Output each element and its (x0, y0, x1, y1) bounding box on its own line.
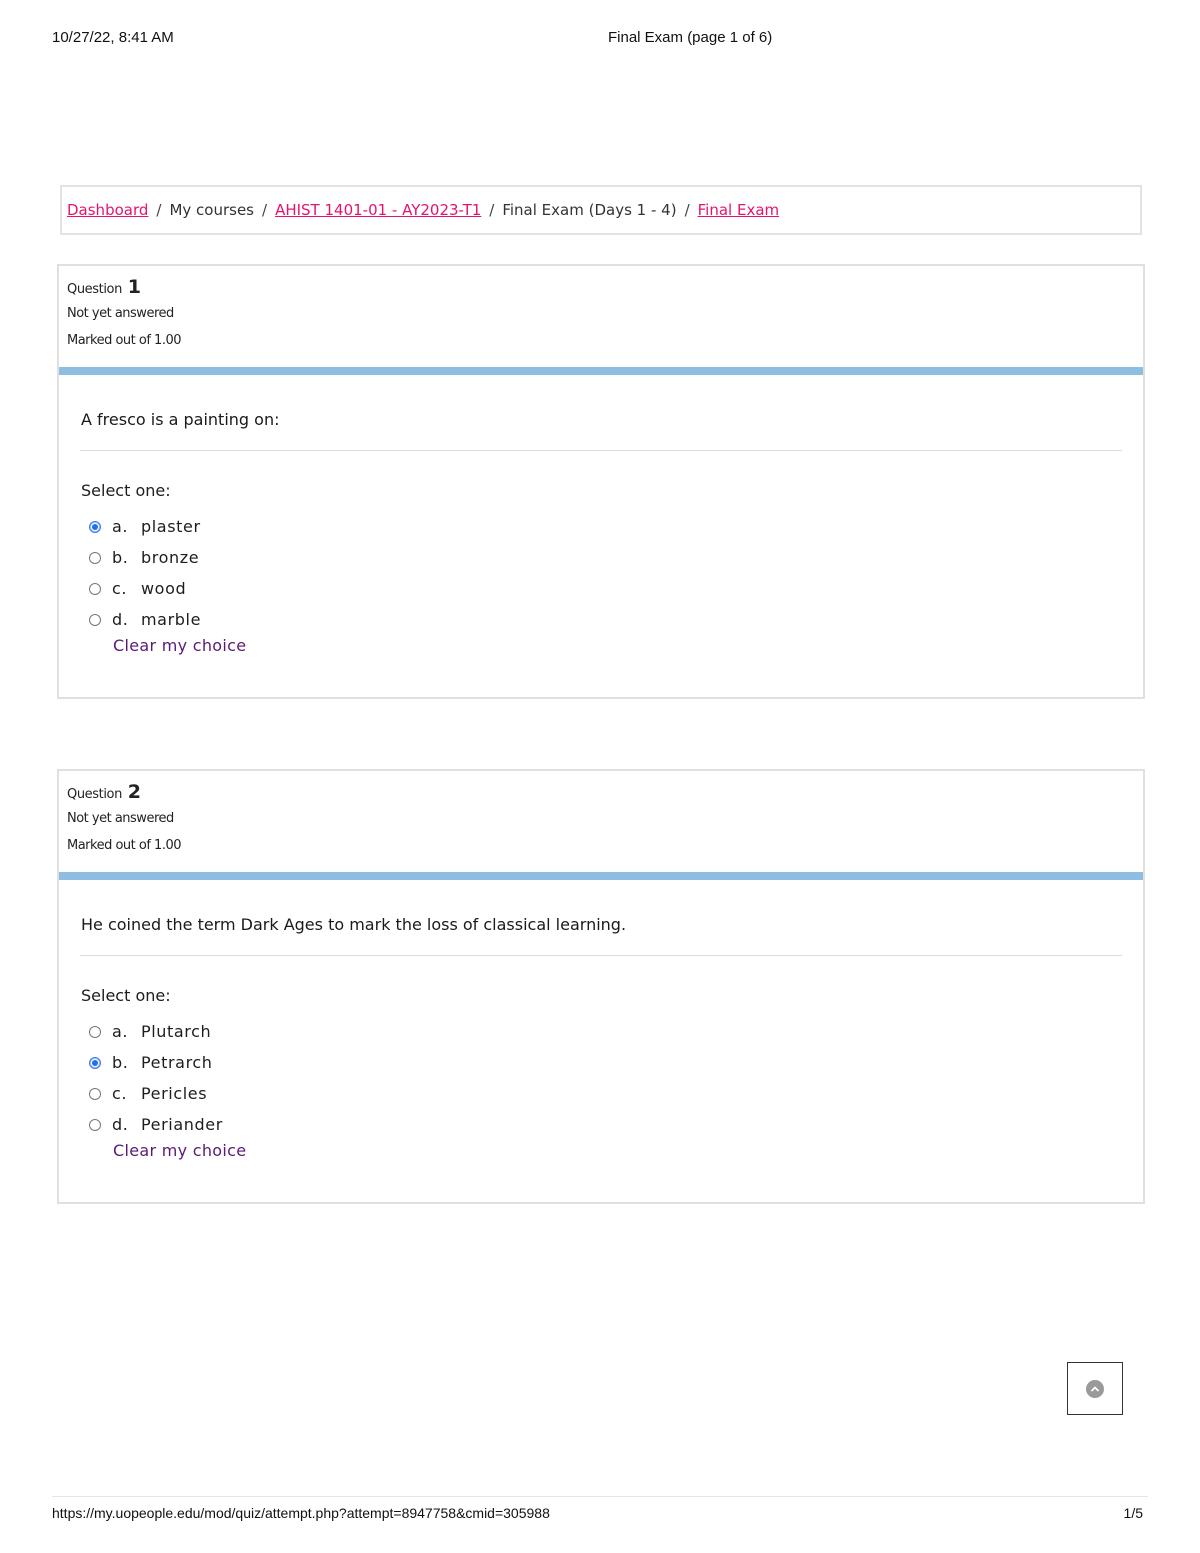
radio-button[interactable] (89, 1026, 101, 1038)
footer-divider (52, 1496, 1148, 1497)
answer-option-d[interactable] (89, 1109, 223, 1140)
radio-button[interactable] (89, 614, 101, 626)
breadcrumb-my-courses: My courses (169, 201, 254, 219)
answer-option-a[interactable] (89, 1016, 223, 1047)
question-divider (80, 450, 1122, 451)
answer-letter: b. (112, 548, 129, 567)
question-mark: Marked out of 1.00 (67, 838, 182, 853)
print-datetime: 10/27/22, 8:41 AM (52, 29, 174, 46)
answer-text: marble (141, 610, 202, 629)
back-to-top-button[interactable] (1067, 1362, 1123, 1415)
print-title: Final Exam (page 1 of 6) (608, 29, 773, 46)
question-info (67, 781, 181, 853)
answer-text: wood (141, 579, 187, 598)
radio-button-selected[interactable] (89, 1057, 101, 1069)
breadcrumb-separator: / (684, 201, 690, 219)
answer-text: Plutarch (141, 1022, 212, 1041)
question-1 (57, 264, 1145, 699)
answer-option-d[interactable] (89, 604, 201, 635)
answer-option-a[interactable] (89, 511, 201, 542)
chevron-up-circle-icon (1086, 1380, 1104, 1398)
question-divider (80, 955, 1122, 956)
answer-option-b[interactable] (89, 542, 201, 573)
radio-button[interactable] (89, 1119, 101, 1131)
breadcrumb-separator: / (262, 201, 268, 219)
question-text: He coined the term Dark Ages to mark the loss of classical learning. (81, 915, 627, 934)
answer-text: plaster (141, 517, 201, 536)
question-2 (57, 769, 1145, 1204)
answer-option-c[interactable] (89, 573, 201, 604)
print-header (52, 29, 1148, 49)
radio-button[interactable] (89, 583, 101, 595)
radio-button[interactable] (89, 552, 101, 564)
breadcrumb-final-exam[interactable]: Final Exam (697, 201, 780, 219)
question-label: Question (67, 787, 122, 802)
answer-text: Petrarch (141, 1053, 213, 1072)
answer-text: Periander (141, 1115, 223, 1134)
question-bar (59, 367, 1143, 375)
question-number: 1 (127, 276, 141, 298)
question-mark: Marked out of 1.00 (67, 333, 182, 348)
breadcrumb-dashboard[interactable]: Dashboard (67, 201, 149, 219)
breadcrumb-course[interactable]: AHIST 1401-01 - AY2023-T1 (275, 201, 482, 219)
question-state: Not yet answered (67, 811, 174, 826)
answer-letter: a. (112, 1022, 129, 1041)
clear-choice-link[interactable]: Clear my choice (113, 1141, 247, 1160)
answer-text: Pericles (141, 1084, 208, 1103)
answer-list (89, 1016, 223, 1140)
breadcrumb-section: Final Exam (Days 1 - 4) (502, 201, 677, 219)
breadcrumb-separator: / (489, 201, 495, 219)
answer-letter: c. (112, 1084, 128, 1103)
answer-letter: d. (112, 1115, 129, 1134)
question-bar (59, 872, 1143, 880)
answer-option-c[interactable] (89, 1078, 223, 1109)
answer-option-b[interactable] (89, 1047, 223, 1078)
clear-choice-link[interactable]: Clear my choice (113, 636, 247, 655)
radio-button[interactable] (89, 1088, 101, 1100)
breadcrumb (60, 185, 1142, 235)
answer-text: bronze (141, 548, 200, 567)
print-footer (52, 1505, 1148, 1525)
question-text: A fresco is a painting on: (81, 410, 280, 429)
question-state: Not yet answered (67, 306, 174, 321)
print-page-number: 1/5 (1123, 1505, 1143, 1521)
print-url: https://my.uopeople.edu/mod/quiz/attempt.php?attempt=8947758&cmid=305988 (52, 1505, 550, 1521)
select-one-prompt: Select one: (81, 481, 171, 500)
answer-letter: a. (112, 517, 129, 536)
answer-letter: c. (112, 579, 128, 598)
breadcrumb-separator: / (156, 201, 162, 219)
answer-letter: b. (112, 1053, 129, 1072)
question-info (67, 276, 181, 348)
question-label: Question (67, 282, 122, 297)
answer-list (89, 511, 201, 635)
radio-button-selected[interactable] (89, 521, 101, 533)
answer-letter: d. (112, 610, 129, 629)
question-number: 2 (127, 781, 141, 803)
select-one-prompt: Select one: (81, 986, 171, 1005)
